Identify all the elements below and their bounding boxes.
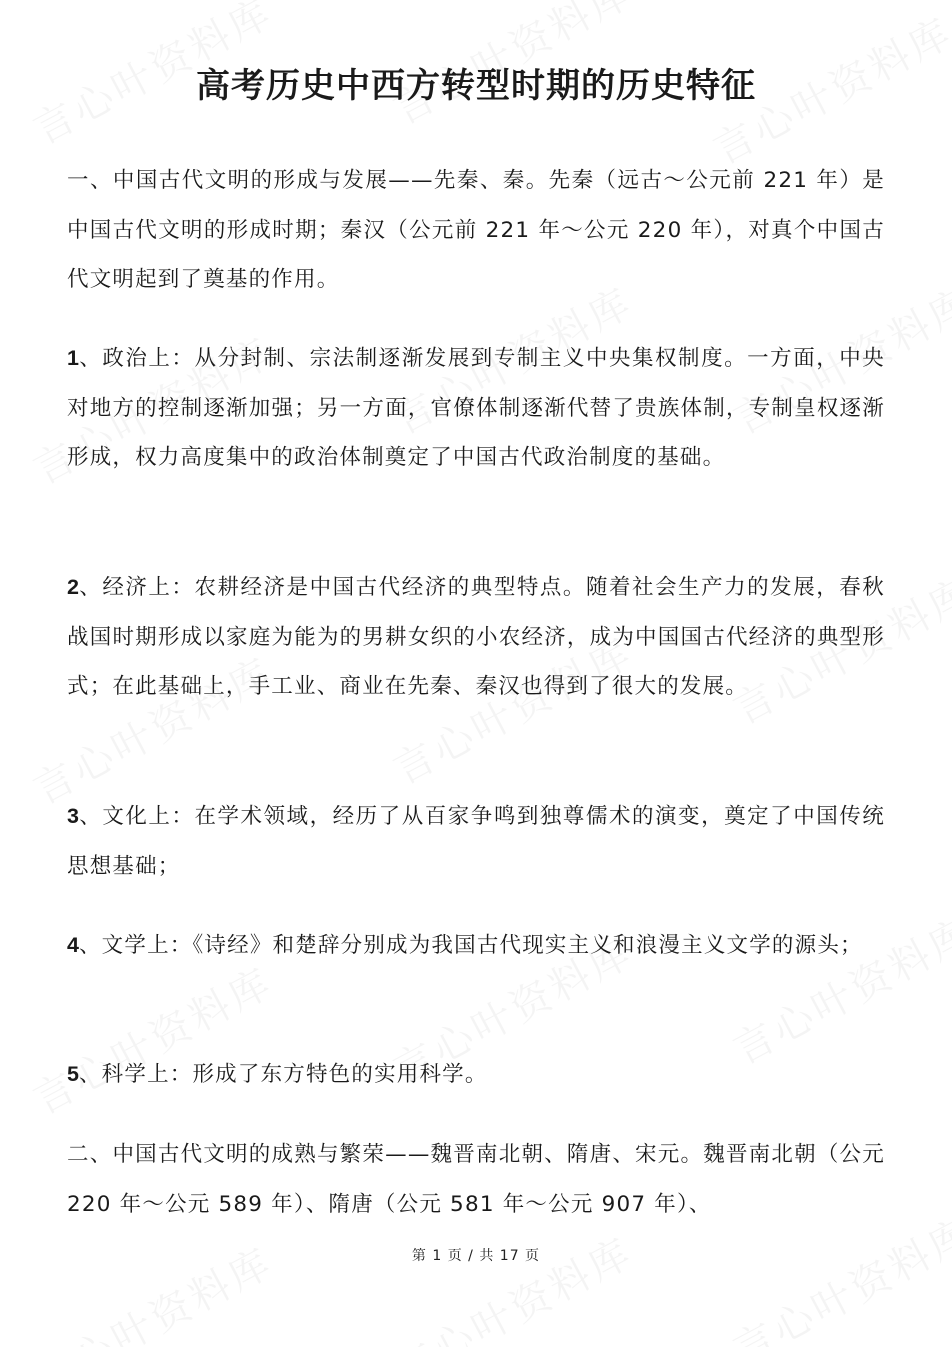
- item-number: 4: [67, 933, 79, 957]
- item-number: 5: [67, 1062, 79, 1086]
- item-literature: [67, 921, 885, 971]
- paragraph-text: 、文化上：在学术领域，经历了从百家争鸣到独尊儒术的演变，奠定了中国传统思想基础；: [67, 804, 885, 879]
- paragraph-text: 、政治上：从分封制、宗法制逐渐发展到专制主义中央集权制度。一方面，中央对地方的控制逐渐加强；另一方面，官僚体制逐渐代替了贵族体制，专制皇权逐渐形成，权力高度集中的政治体制奠定了中国古代政治制度的基础。: [67, 346, 885, 470]
- paragraph-text: 一、中国古代文明的形成与发展——先秦、秦。先秦（远古～公元前 221 年）是中国古代文明的形成时期；秦汉（公元前 221 年～公元 220 年），对真个中国古代文明起到了奠基的作用。: [67, 168, 885, 292]
- item-number: 3: [67, 804, 79, 828]
- page-footer: 第 1 页 / 共 17 页: [411, 1248, 541, 1264]
- item-science: [67, 1050, 885, 1100]
- paragraph-text: 、文学上：《诗经》和楚辞分别成为我国古代现实主义和浪漫主义文学的源头；: [78, 933, 863, 958]
- section-one-intro: [67, 156, 885, 305]
- paragraph-text: 、科学上：形成了东方特色的实用科学。: [78, 1062, 488, 1087]
- item-politics: [67, 334, 885, 483]
- document-title: 高考历史中西方转型时期的历史特征: [196, 66, 756, 106]
- item-number: 1: [67, 346, 79, 370]
- item-economy: [67, 563, 885, 712]
- item-number: 2: [67, 575, 79, 599]
- paragraph-text: 、经济上：农耕经济是中国古代经济的典型特点。随着社会生产力的发展，春秋战国时期形成以家庭为能为的男耕女织的小农经济，成为中国国古代经济的典型形式；在此基础上，手工业、商业在先秦、秦汉也得到了很大的发展。: [67, 575, 885, 699]
- item-culture: [67, 792, 885, 891]
- paragraph-text: 二、中国古代文明的成熟与繁荣——魏晋南北朝、隋唐、宋元。魏晋南北朝（公元 220 年～公元 589 年）、隋唐（公元 581 年～公元 907 年）、: [67, 1142, 885, 1217]
- section-two-intro: [67, 1130, 885, 1229]
